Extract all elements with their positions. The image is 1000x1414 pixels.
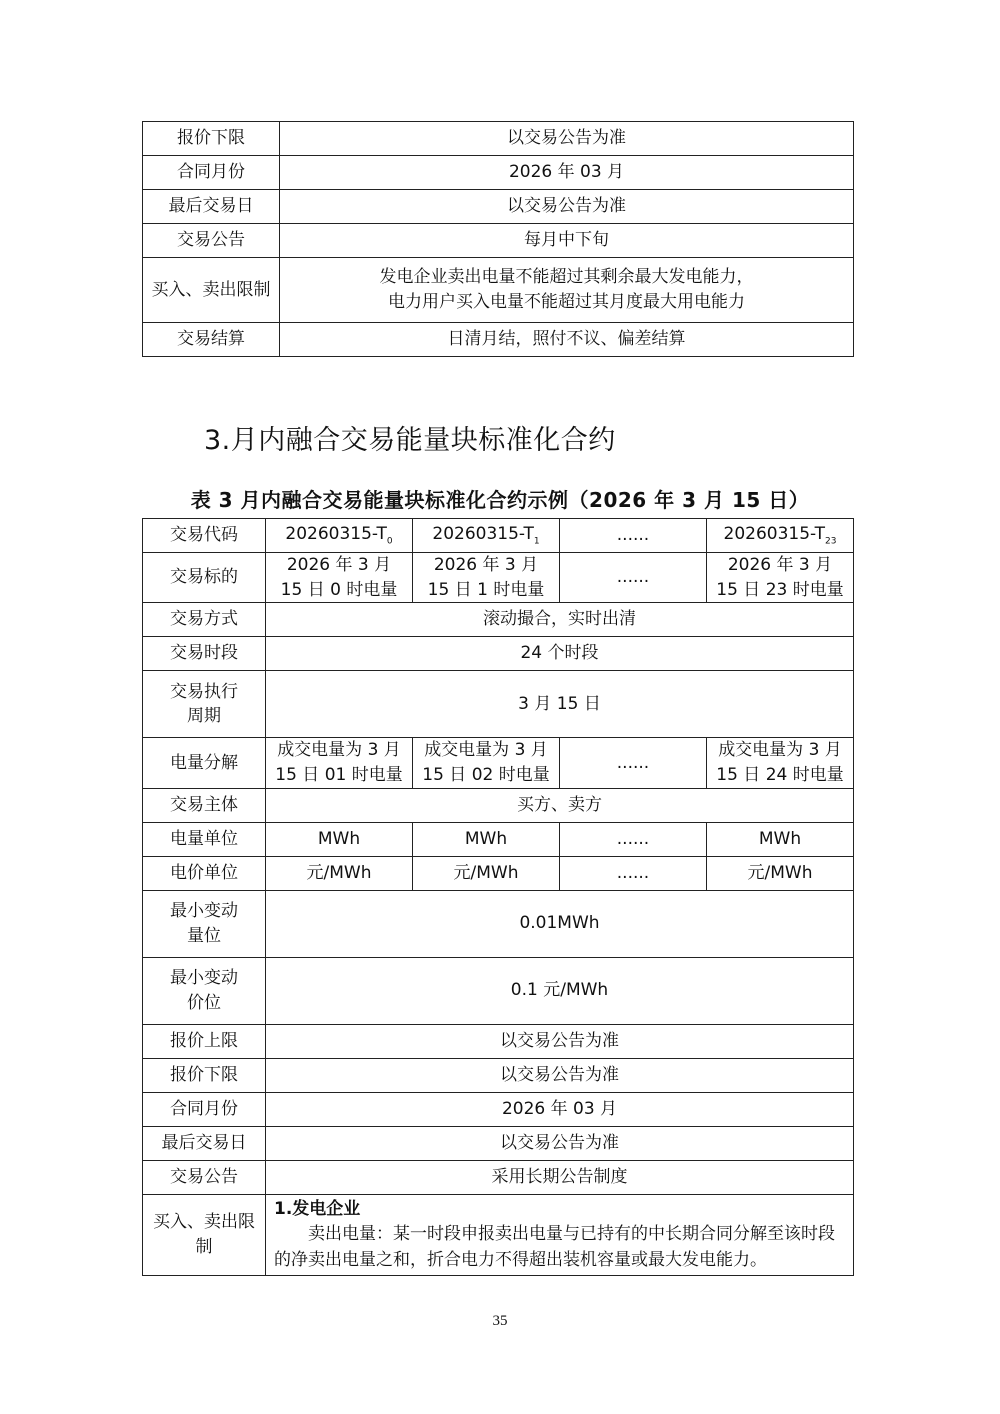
row-value: 以交易公告为准 [266,1024,854,1058]
row-label: 交易时段 [143,637,266,671]
row-label: 合同月份 [143,156,280,190]
table-row-method [143,603,854,637]
row-label: 最小变动 价位 [143,957,266,1024]
target-cell: 2026 年 3 月 15 日 23 时电量 [707,553,854,603]
unit-cell: MWh [266,822,413,856]
row-label: 交易代码 [143,519,266,553]
table-row-price-cap [143,1024,854,1058]
ellipsis-cell: ...... [560,553,707,603]
table-row-period [143,637,854,671]
energy-block-contract-table [142,518,854,1276]
rule-title: 1.发电企业 [274,1198,361,1219]
row-label: 最后交易日 [143,190,280,224]
table-row [143,156,854,190]
table-row-cycle [143,671,854,738]
ellipsis-cell: ...... [560,856,707,890]
unit-cell: 元/MWh [707,856,854,890]
row-value: 以交易公告为准 [266,1126,854,1160]
unit-cell: MWh [413,822,560,856]
table-row-notice [143,1160,854,1194]
table-row-price-floor [143,1058,854,1092]
row-value: 以交易公告为准 [280,122,854,156]
row-label: 最小变动 量位 [143,890,266,957]
row-label: 买入、卖出限 制 [143,1194,266,1276]
table-row [143,323,854,357]
row-label: 最后交易日 [143,1126,266,1160]
row-label: 电量分解 [143,738,266,788]
code-cell: $20260315-T_1$ [413,519,560,553]
row-label: 交易标的 [143,553,266,603]
row-label: 交易公告 [143,1160,266,1194]
table-row-decomposition [143,738,854,788]
row-value: 0.1 元/MWh [266,957,854,1024]
decomp-cell: 成交电量为 3 月 15 日 24 时电量 [707,738,854,788]
table-row [143,122,854,156]
table-row-code [143,519,854,553]
row-label: 电价单位 [143,856,266,890]
table-row-quantity-unit [143,822,854,856]
row-value: 0.01MWh [266,890,854,957]
row-label: 交易主体 [143,788,266,822]
target-cell: 2026 年 3 月 15 日 0 时电量 [266,553,413,603]
table-row-price-unit [143,856,854,890]
row-label: 交易公告 [143,224,280,258]
page-number: 35 [492,1313,508,1329]
row-value: 24 个时段 [266,637,854,671]
row-label: 交易方式 [143,603,266,637]
table-row-target [143,553,854,603]
table-row [143,258,854,323]
table-row-limits [143,1194,854,1276]
code-cell: $20260315-T_{23}$ [707,519,854,553]
row-label: 交易执行 周期 [143,671,266,738]
row-value: 买方、卖方 [266,788,854,822]
ellipsis-cell: ...... [560,519,707,553]
table-row-min-quantity [143,890,854,957]
table-row-min-price [143,957,854,1024]
table-caption: 表 3 月内融合交易能量块标准化合约示例（2026 年 3 月 15 日） [190,488,810,512]
unit-cell: 元/MWh [266,856,413,890]
row-value: 日清月结，照付不议、偏差结算 [280,323,854,357]
row-value: 采用长期公告制度 [266,1160,854,1194]
row-value: 3 月 15 日 [266,671,854,738]
row-value [266,1194,854,1276]
ellipsis-cell: ...... [560,822,707,856]
row-value: 2026 年 03 月 [266,1092,854,1126]
target-cell: 2026 年 3 月 15 日 1 时电量 [413,553,560,603]
table-row [143,190,854,224]
decomp-cell: 成交电量为 3 月 15 日 02 时电量 [413,738,560,788]
row-label: 报价下限 [143,1058,266,1092]
decomp-cell: 成交电量为 3 月 15 日 01 时电量 [266,738,413,788]
unit-cell: 元/MWh [413,856,560,890]
table-row-last-trading-day [143,1126,854,1160]
unit-cell: MWh [707,822,854,856]
code-cell: $20260315-T_0$ [266,519,413,553]
contract-spec-table-continued [142,121,854,357]
section-heading: 3.月内融合交易能量块标准化合约 [204,425,616,456]
row-value: 以交易公告为准 [266,1058,854,1092]
row-label: 报价上限 [143,1024,266,1058]
table-row-subject [143,788,854,822]
row-label: 电量单位 [143,822,266,856]
row-value: 每月中下旬 [280,224,854,258]
row-label: 报价下限 [143,122,280,156]
row-value: 2026 年 03 月 [280,156,854,190]
table-row [143,224,854,258]
rule-text: 卖出电量：某一时段申报卖出电量与已持有的中长期合同分解至该时段的净卖出电量之和，折合电力不得超出装机容量或最大发电能力。 [274,1224,835,1270]
row-label: 合同月份 [143,1092,266,1126]
row-value: 滚动撮合，实时出清 [266,603,854,637]
row-value: 发电企业卖出电量不能超过其剩余最大发电能力， 电力用户买入电量不能超过其月度最大用电能力 [280,258,854,323]
row-value: 以交易公告为准 [280,190,854,224]
row-label: 买入、卖出限制 [143,258,280,323]
table-row-contract-month [143,1092,854,1126]
ellipsis-cell: ...... [560,738,707,788]
row-label: 交易结算 [143,323,280,357]
